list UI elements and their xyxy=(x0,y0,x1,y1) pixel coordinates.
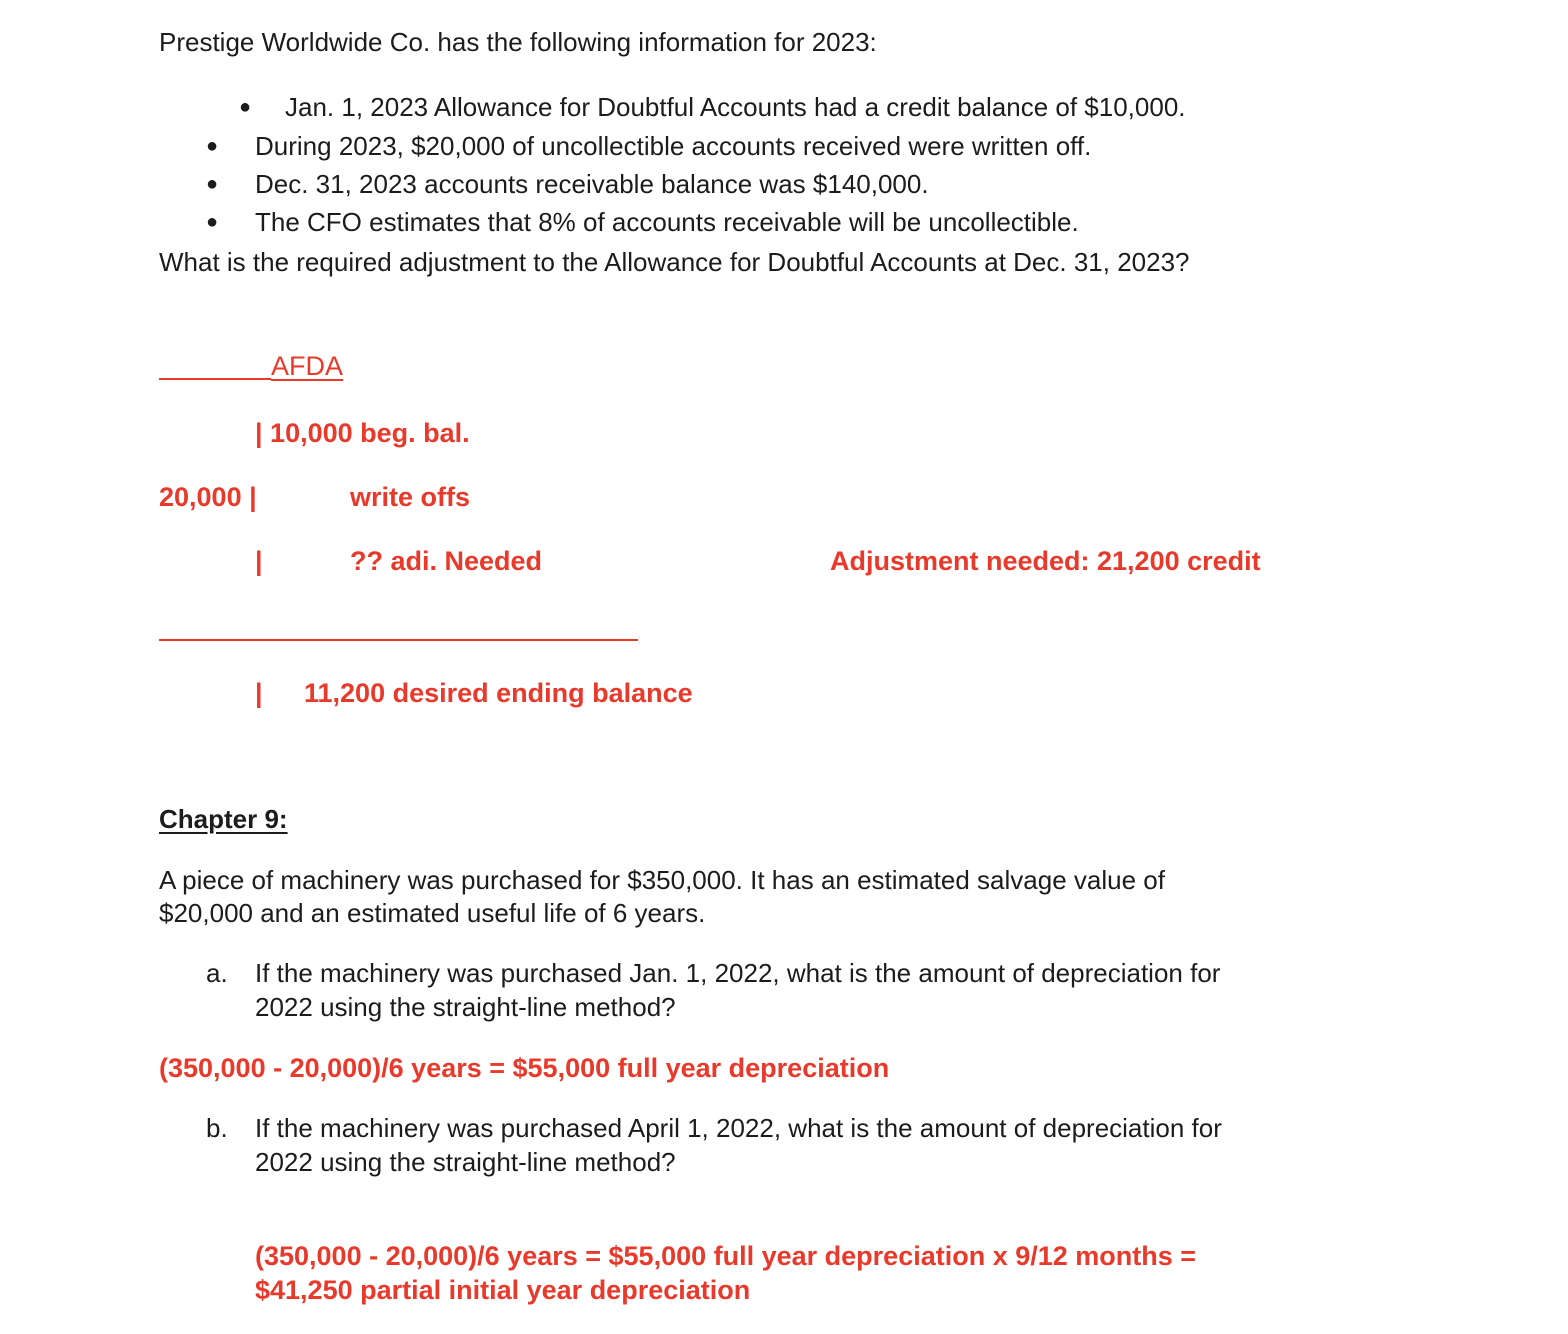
t-account-beginning-balance: | 10,000 beg. bal. xyxy=(255,418,470,448)
part-b-question-line2: 2022 using the straight-line method? xyxy=(255,1147,676,1177)
bullet-icon: ● xyxy=(206,173,219,195)
bullet-item: Dec. 31, 2023 accounts receivable balance was $140,000. xyxy=(255,169,929,199)
t-account-ending-bar: | xyxy=(255,678,263,708)
part-a-question-line2: 2022 using the straight-line method? xyxy=(255,992,676,1022)
part-a-answer: (350,000 - 20,000)/6 years = $55,000 full year depreciation xyxy=(159,1053,890,1083)
intro-text: Prestige Worldwide Co. has the following information for 2023: xyxy=(159,27,877,57)
question-text: What is the required adjustment to the Allowance for Doubtful Accounts at Dec. 31, 2023? xyxy=(159,247,1190,277)
part-a-question-line1: If the machinery was purchased Jan. 1, 2022, what is the amount of depreciation for xyxy=(255,958,1221,988)
part-b-question-line1: If the machinery was purchased April 1, 2022, what is the amount of depreciation for xyxy=(255,1113,1222,1143)
problem-text-line2: $20,000 and an estimated useful life of 6 years. xyxy=(159,898,706,928)
t-account-writeoff-label: write offs xyxy=(350,482,471,512)
bullet-icon: ● xyxy=(239,96,252,118)
part-a-marker: a. xyxy=(206,958,228,988)
t-account-total-line xyxy=(159,639,638,641)
t-account-divider-bar: | xyxy=(255,546,263,576)
bullet-icon: ● xyxy=(206,211,219,233)
t-account-writeoff-debit: 20,000 | xyxy=(159,482,257,512)
part-b-answer-line1: (350,000 - 20,000)/6 years = $55,000 full year depreciation x 9/12 months = xyxy=(255,1241,1197,1271)
t-account-top-line-left xyxy=(159,378,271,380)
adjustment-needed-note: Adjustment needed: 21,200 credit xyxy=(830,546,1261,576)
bullet-icon: ● xyxy=(206,135,219,157)
chapter-heading: Chapter 9: xyxy=(159,804,288,834)
bullet-item: Jan. 1, 2023 Allowance for Doubtful Accounts had a credit balance of $10,000. xyxy=(285,92,1186,122)
t-account-adjustment-label: ?? adi. Needed xyxy=(350,546,543,576)
bullet-item: During 2023, $20,000 of uncollectible accounts received were written off. xyxy=(255,131,1092,161)
part-b-marker: b. xyxy=(206,1113,228,1143)
bullet-item: The CFO estimates that 8% of accounts receivable will be uncollectible. xyxy=(255,207,1079,237)
part-b-answer-line2: $41,250 partial initial year depreciation xyxy=(255,1275,751,1305)
t-account-title: AFDA xyxy=(271,351,344,381)
problem-text-line1: A piece of machinery was purchased for $350,000. It has an estimated salvage value of xyxy=(159,865,1165,895)
t-account-ending-balance: 11,200 desired ending balance xyxy=(304,678,693,708)
